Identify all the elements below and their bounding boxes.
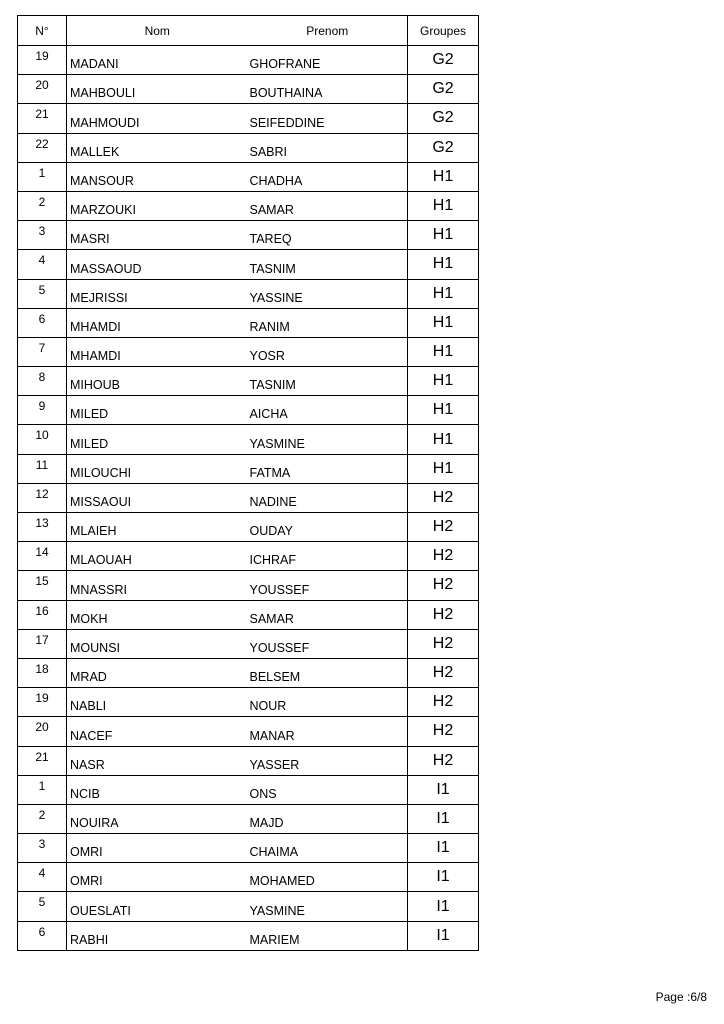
row-group: I1 bbox=[408, 804, 479, 833]
row-group: I1 bbox=[408, 921, 479, 950]
row-first-name: TAREQ bbox=[248, 221, 408, 250]
row-first-name: MOHAMED bbox=[248, 863, 408, 892]
row-group: H2 bbox=[408, 513, 479, 542]
row-number: 7 bbox=[18, 337, 67, 366]
table-row bbox=[18, 104, 479, 133]
row-group: H2 bbox=[408, 746, 479, 775]
row-last-name: MLAIEH bbox=[67, 513, 248, 542]
header-last-name: Nom bbox=[67, 16, 248, 46]
header-row bbox=[18, 16, 479, 46]
row-number: 12 bbox=[18, 483, 67, 512]
row-group: H1 bbox=[408, 162, 479, 191]
row-last-name: MIHOUB bbox=[67, 367, 248, 396]
row-group: H2 bbox=[408, 542, 479, 571]
row-last-name: NACEF bbox=[67, 717, 248, 746]
row-number: 14 bbox=[18, 542, 67, 571]
row-number: 5 bbox=[18, 279, 67, 308]
row-last-name: MOKH bbox=[67, 600, 248, 629]
table-row bbox=[18, 46, 479, 75]
row-group: H2 bbox=[408, 571, 479, 600]
row-first-name: SAMAR bbox=[248, 191, 408, 220]
row-group: G2 bbox=[408, 104, 479, 133]
table-row bbox=[18, 513, 479, 542]
row-number: 3 bbox=[18, 834, 67, 863]
row-number: 4 bbox=[18, 250, 67, 279]
row-first-name: NOUR bbox=[248, 688, 408, 717]
row-group: H1 bbox=[408, 367, 479, 396]
table-body bbox=[18, 46, 479, 951]
row-number: 2 bbox=[18, 191, 67, 220]
row-number: 9 bbox=[18, 396, 67, 425]
table-row bbox=[18, 133, 479, 162]
row-first-name: YASSER bbox=[248, 746, 408, 775]
row-number: 16 bbox=[18, 600, 67, 629]
row-number: 22 bbox=[18, 133, 67, 162]
header-number: N° bbox=[18, 16, 67, 46]
row-first-name: ICHRAF bbox=[248, 542, 408, 571]
row-group: H2 bbox=[408, 717, 479, 746]
row-first-name: CHAIMA bbox=[248, 834, 408, 863]
row-group: H1 bbox=[408, 221, 479, 250]
row-group: H2 bbox=[408, 688, 479, 717]
row-first-name: YOSR bbox=[248, 337, 408, 366]
row-number: 3 bbox=[18, 221, 67, 250]
row-group: H1 bbox=[408, 308, 479, 337]
row-last-name: OMRI bbox=[67, 863, 248, 892]
row-first-name: MARIEM bbox=[248, 921, 408, 950]
row-number: 11 bbox=[18, 454, 67, 483]
row-last-name: NASR bbox=[67, 746, 248, 775]
row-number: 18 bbox=[18, 658, 67, 687]
row-last-name: MILED bbox=[67, 425, 248, 454]
table-row bbox=[18, 804, 479, 833]
row-group: H1 bbox=[408, 454, 479, 483]
row-last-name: MRAD bbox=[67, 658, 248, 687]
row-last-name: MALLEK bbox=[67, 133, 248, 162]
row-first-name: TASNIM bbox=[248, 250, 408, 279]
row-number: 1 bbox=[18, 162, 67, 191]
row-last-name: NOUIRA bbox=[67, 804, 248, 833]
row-group: H2 bbox=[408, 629, 479, 658]
row-last-name: OUESLATI bbox=[67, 892, 248, 921]
table-row bbox=[18, 250, 479, 279]
page-number: Page :6/8 bbox=[655, 990, 707, 1004]
row-last-name: NABLI bbox=[67, 688, 248, 717]
row-group: H2 bbox=[408, 483, 479, 512]
row-number: 21 bbox=[18, 746, 67, 775]
row-number: 19 bbox=[18, 688, 67, 717]
table-row bbox=[18, 688, 479, 717]
row-last-name: MOUNSI bbox=[67, 629, 248, 658]
row-last-name: MLAOUAH bbox=[67, 542, 248, 571]
row-group: H1 bbox=[408, 191, 479, 220]
row-first-name: SAMAR bbox=[248, 600, 408, 629]
row-number: 5 bbox=[18, 892, 67, 921]
row-number: 8 bbox=[18, 367, 67, 396]
row-last-name: MHAMDI bbox=[67, 308, 248, 337]
table-row bbox=[18, 600, 479, 629]
row-number: 13 bbox=[18, 513, 67, 542]
row-first-name: YASSINE bbox=[248, 279, 408, 308]
table-row bbox=[18, 921, 479, 950]
table-row bbox=[18, 308, 479, 337]
table-row bbox=[18, 367, 479, 396]
table-row bbox=[18, 658, 479, 687]
row-first-name: RANIM bbox=[248, 308, 408, 337]
row-number: 21 bbox=[18, 104, 67, 133]
row-first-name: YASMINE bbox=[248, 425, 408, 454]
row-first-name: MANAR bbox=[248, 717, 408, 746]
table-row bbox=[18, 191, 479, 220]
row-number: 1 bbox=[18, 775, 67, 804]
row-last-name: MISSAOUI bbox=[67, 483, 248, 512]
table-row bbox=[18, 892, 479, 921]
row-first-name: BOUTHAINA bbox=[248, 75, 408, 104]
row-first-name: GHOFRANE bbox=[248, 46, 408, 75]
row-last-name: MILED bbox=[67, 396, 248, 425]
row-last-name: MAHBOULI bbox=[67, 75, 248, 104]
table-row bbox=[18, 775, 479, 804]
row-first-name: BELSEM bbox=[248, 658, 408, 687]
row-last-name: NCIB bbox=[67, 775, 248, 804]
row-number: 6 bbox=[18, 921, 67, 950]
row-first-name: YOUSSEF bbox=[248, 629, 408, 658]
row-first-name: TASNIM bbox=[248, 367, 408, 396]
row-group: H1 bbox=[408, 337, 479, 366]
row-number: 19 bbox=[18, 46, 67, 75]
table-row bbox=[18, 454, 479, 483]
row-last-name: MANSOUR bbox=[67, 162, 248, 191]
row-first-name: AICHA bbox=[248, 396, 408, 425]
row-number: 15 bbox=[18, 571, 67, 600]
row-group: I1 bbox=[408, 863, 479, 892]
row-last-name: MARZOUKI bbox=[67, 191, 248, 220]
row-number: 20 bbox=[18, 717, 67, 746]
row-group: I1 bbox=[408, 892, 479, 921]
row-number: 17 bbox=[18, 629, 67, 658]
table-row bbox=[18, 717, 479, 746]
row-group: H2 bbox=[408, 600, 479, 629]
table-row bbox=[18, 396, 479, 425]
row-last-name: MADANI bbox=[67, 46, 248, 75]
table-row bbox=[18, 483, 479, 512]
row-first-name: SABRI bbox=[248, 133, 408, 162]
row-last-name: MASRI bbox=[67, 221, 248, 250]
row-group: H1 bbox=[408, 425, 479, 454]
row-last-name: MHAMDI bbox=[67, 337, 248, 366]
row-first-name: SEIFEDDINE bbox=[248, 104, 408, 133]
table-row bbox=[18, 746, 479, 775]
table-row bbox=[18, 279, 479, 308]
table-row bbox=[18, 162, 479, 191]
row-group: I1 bbox=[408, 834, 479, 863]
row-first-name: YOUSSEF bbox=[248, 571, 408, 600]
row-group: G2 bbox=[408, 133, 479, 162]
row-group: H1 bbox=[408, 250, 479, 279]
row-group: H1 bbox=[408, 279, 479, 308]
table-row bbox=[18, 629, 479, 658]
row-first-name: YASMINE bbox=[248, 892, 408, 921]
row-last-name: MNASSRI bbox=[67, 571, 248, 600]
row-first-name: FATMA bbox=[248, 454, 408, 483]
table-row bbox=[18, 75, 479, 104]
row-last-name: OMRI bbox=[67, 834, 248, 863]
student-roster-table bbox=[17, 15, 479, 951]
row-number: 10 bbox=[18, 425, 67, 454]
row-group: G2 bbox=[408, 46, 479, 75]
row-number: 6 bbox=[18, 308, 67, 337]
row-group: G2 bbox=[408, 75, 479, 104]
row-number: 2 bbox=[18, 804, 67, 833]
row-first-name: ONS bbox=[248, 775, 408, 804]
row-first-name: OUDAY bbox=[248, 513, 408, 542]
table-row bbox=[18, 221, 479, 250]
row-number: 4 bbox=[18, 863, 67, 892]
header-group: Groupes bbox=[408, 16, 479, 46]
table-row bbox=[18, 571, 479, 600]
table-row bbox=[18, 425, 479, 454]
table-row bbox=[18, 542, 479, 571]
row-group: H1 bbox=[408, 396, 479, 425]
row-last-name: MILOUCHI bbox=[67, 454, 248, 483]
row-last-name: MEJRISSI bbox=[67, 279, 248, 308]
row-first-name: CHADHA bbox=[248, 162, 408, 191]
row-number: 20 bbox=[18, 75, 67, 104]
row-group: H2 bbox=[408, 658, 479, 687]
row-last-name: MAHMOUDI bbox=[67, 104, 248, 133]
header-first-name: Prenom bbox=[248, 16, 408, 46]
table-row bbox=[18, 337, 479, 366]
row-last-name: MASSAOUD bbox=[67, 250, 248, 279]
row-last-name: RABHI bbox=[67, 921, 248, 950]
table-header bbox=[18, 16, 479, 46]
row-first-name: NADINE bbox=[248, 483, 408, 512]
row-group: I1 bbox=[408, 775, 479, 804]
row-first-name: MAJD bbox=[248, 804, 408, 833]
table-row bbox=[18, 834, 479, 863]
table-row bbox=[18, 863, 479, 892]
